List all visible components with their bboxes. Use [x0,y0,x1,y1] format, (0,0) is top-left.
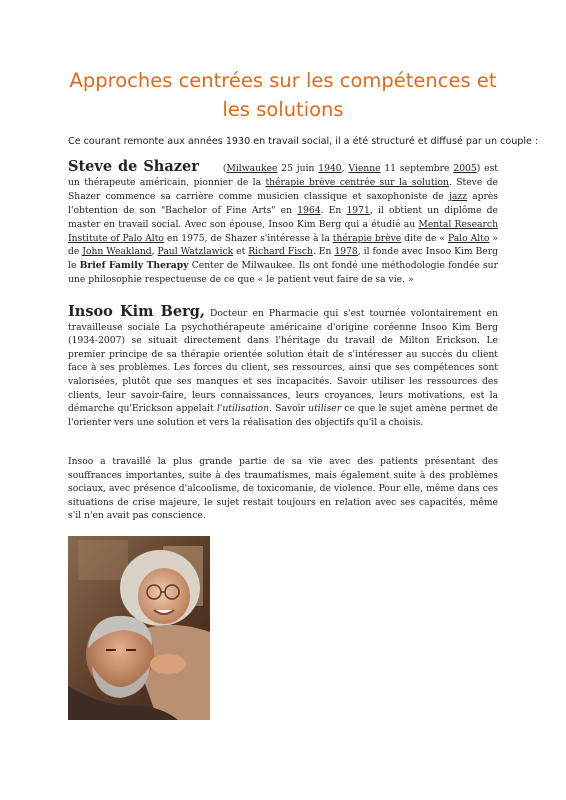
link-weakland[interactable]: John Weakland [82,246,152,258]
insoo-paragraph: Insoo a travaillé la plus grande partie de sa vie avec des patients présentant des souffrances importantes, suite à des traumatismes, mais également suite à des problèmes sociaux, avec présence d'alcoolisme, de toxicomanie, de violence. Pour elle, même dans ces situations de crise majeure, le sujet restait toujours en relation avec ses capacités, même s'il n'en avait pas conscience. [68,456,498,522]
couple-photo [68,536,210,720]
link-1940[interactable]: 1940 [318,163,342,174]
link-1978[interactable]: 1978 [334,246,358,258]
link-2005[interactable]: 2005 [453,163,477,174]
couple-photo-graphic [68,536,210,720]
link-vienne[interactable]: Vienne [348,163,381,174]
link-fisch[interactable]: Richard Fisch [248,246,313,258]
link-therapie-breve[interactable]: thérapie brève [332,232,402,244]
brief-family-therapy: Brief Family Therapy [79,260,189,272]
page-title: Approches centrées sur les compétences et les solutions [69,69,497,121]
link-palo-alto[interactable]: Palo Alto [447,232,490,244]
berg-paragraph: Insoo Kim Berg, Docteur en Pharmacie qui s'est tournée volontairement en travailleuse sociale La psychothérapeute américaine d'origine coréenne Insoo Kim Berg (1934-2007) se situait directement dans l'héritage du travail de Milton Erickson. Le premier principe de sa thérapie orientée solution était de s'intéresser au succès du client face à ses problèmes. Les forces du client, ses ressources, ainsi que ses compétences sont valorisées, plutôt que ses manques et ses incapacités. Savoir utiliser les ressources des clients, leur savoir-faire, leurs connaissances, leurs croyances, leurs motivations, est la démarche qu'Erickson appelait l'utilisation. Savoir utiliser ce que le sujet amène permet de l'orienter vers une solution et vers la réalisation des objectifs qu'il a choisis. [68,303,498,428]
link-1971[interactable]: 1971 [346,204,370,216]
intro-text: Ce courant remonte aux années 1930 en travail social, il a été structuré et diffusé par un couple : [68,136,539,147]
link-therapie-breve-solution[interactable]: thérapie brève centrée sur la solution [265,176,449,188]
berg-name: Insoo Kim Berg, [68,303,205,320]
shazer-name: Steve de Shazer [68,158,199,175]
link-1964[interactable]: 1964 [297,204,321,216]
shazer-paragraph: Steve de Shazer (Milwaukee 25 juin 1940, Vienne 11 septembre 2005) est un thérapeute américain, pionnier de la thérapie brève centrée sur la solution. Steve de Shazer commence sa carrière comme musicien classique et saxophoniste de jazz après l'obtention de son "Bachelor of Fine Arts" en 1964. En 1971, il obtient un diplôme de master en travail social. Avec son épouse, Insoo Kim Berg qui a étudié au Mental Research Institute of Palo Alto en 1975, de Shazer s'intéresse à la thérapie brève dite de « Palo Alto » de John Weakland, Paul Watzlawick et Richard Fisch. En 1978, il fonde avec Insoo Kim Berg le Brief Family Therapy Center de Milwaukee. Ils ont fondé une méthodologie fondée sur une philosophie respectueuse de ce que « le patient veut faire de sa vie. » [68,158,499,286]
link-mri[interactable]: Mental Research Institute of Palo Alto [68,218,498,244]
link-jazz[interactable]: jazz [448,190,467,202]
link-watzlawick[interactable]: Paul Watzlawick [157,246,234,258]
link-milwaukee[interactable]: Milwaukee [226,163,278,174]
